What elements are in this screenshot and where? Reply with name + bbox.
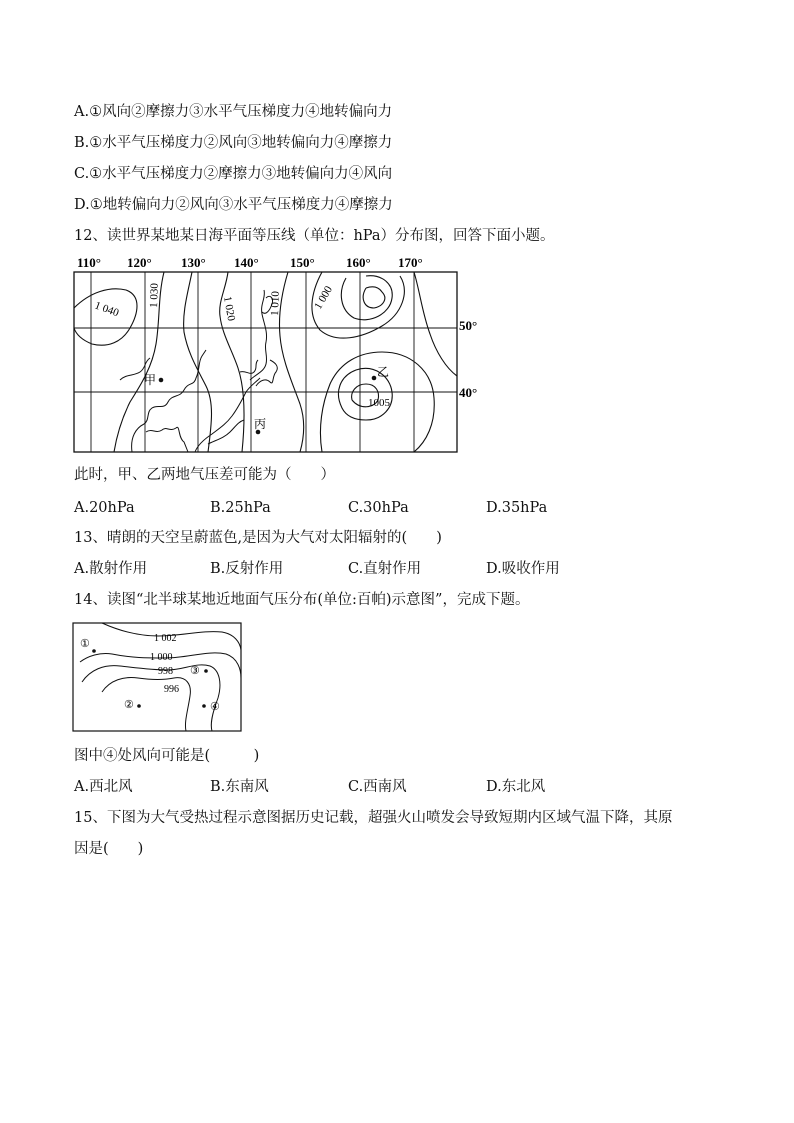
- isobar-label: 1 010: [269, 290, 282, 317]
- q12-option-c: C.30hPa: [348, 500, 409, 516]
- point-label-4: ④: [210, 701, 220, 713]
- q14-stem: 14、读图“北半球某地近地面气压分布(单位:百帕)示意图”，完成下题。: [74, 592, 530, 608]
- lon-label: 170°: [398, 255, 423, 270]
- q11-option-a: A.①风向②摩擦力③水平气压梯度力④地转偏向力: [74, 104, 393, 120]
- point-2-dot: [137, 704, 141, 708]
- lon-label: 110°: [77, 255, 101, 270]
- isobar-label: 1 040: [92, 299, 121, 320]
- q13-option-b: B.反射作用: [210, 561, 284, 577]
- point-label-1: ①: [80, 638, 90, 650]
- isobar-label: 1 000: [312, 284, 335, 312]
- place-yi-label: 乙: [377, 365, 390, 379]
- isobar-label: 1 002: [154, 633, 177, 644]
- q14-option-a: A.西北风: [74, 779, 133, 795]
- q13-stem: 13、晴朗的天空呈蔚蓝色,是因为大气对太阳辐射的( ): [74, 530, 442, 546]
- isobar-label: 1 030: [148, 282, 161, 309]
- q13-option-a: A.散射作用: [74, 561, 148, 577]
- q12-question: 此时，甲、乙两地气压差可能为（ ）: [74, 467, 335, 483]
- isobar-label: 1005: [368, 397, 390, 409]
- q12-option-b: B.25hPa: [210, 500, 271, 516]
- q11-option-c: C.①水平气压梯度力②摩擦力③地转偏向力④风向: [74, 166, 393, 182]
- q14-option-c: C.西南风: [348, 779, 407, 795]
- q12-stem: 12、读世界某地某日海平面等压线（单位：hPa）分布图，回答下面小题。: [74, 228, 555, 244]
- q13-option-d: D.吸收作用: [486, 561, 560, 577]
- place-yi-dot: [372, 376, 377, 381]
- point-3-dot: [204, 669, 208, 673]
- isobar-label: 1 020: [221, 295, 238, 322]
- point-label-3: ③: [190, 665, 200, 677]
- q12-isobar-map: [60, 252, 490, 457]
- lon-label: 150°: [290, 255, 315, 270]
- point-4-dot: [202, 704, 206, 708]
- q11-option-b: B.①水平气压梯度力②风向③地转偏向力④摩擦力: [74, 135, 393, 151]
- q11-option-d: D.①地转偏向力②风向③水平气压梯度力④摩擦力: [74, 197, 393, 213]
- q12-option-d: D.35hPa: [486, 500, 548, 516]
- lon-label: 160°: [346, 255, 371, 270]
- q12-option-a: A.20hPa: [74, 500, 135, 516]
- q14-option-b: B.东南风: [210, 779, 269, 795]
- place-jia-dot: [159, 378, 164, 383]
- isobar-label: 996: [164, 684, 179, 695]
- point-1-dot: [92, 649, 96, 653]
- lat-label: 40°: [459, 385, 478, 400]
- q14-pressure-map: [72, 622, 244, 734]
- place-bing-label: 丙: [254, 417, 267, 431]
- q14-question: 图中④处风向可能是( ): [74, 748, 260, 764]
- q15-stem-line1: 15、下图为大气受热过程示意图据历史记载，超强火山喷发会导致短期内区域气温下降，其原: [74, 810, 673, 826]
- q15-stem-line2: 因是( ): [74, 841, 144, 857]
- isobar-label: 998: [158, 666, 173, 677]
- lon-label: 120°: [127, 255, 152, 270]
- place-jia-label: 甲: [144, 373, 157, 387]
- q14-option-d: D.东北风: [486, 779, 546, 795]
- lon-label: 140°: [234, 255, 259, 270]
- lat-label: 50°: [459, 318, 478, 333]
- q13-option-c: C.直射作用: [348, 561, 422, 577]
- isobar-label: 1 000: [150, 652, 173, 663]
- point-label-2: ②: [124, 699, 134, 711]
- lon-label: 130°: [181, 255, 206, 270]
